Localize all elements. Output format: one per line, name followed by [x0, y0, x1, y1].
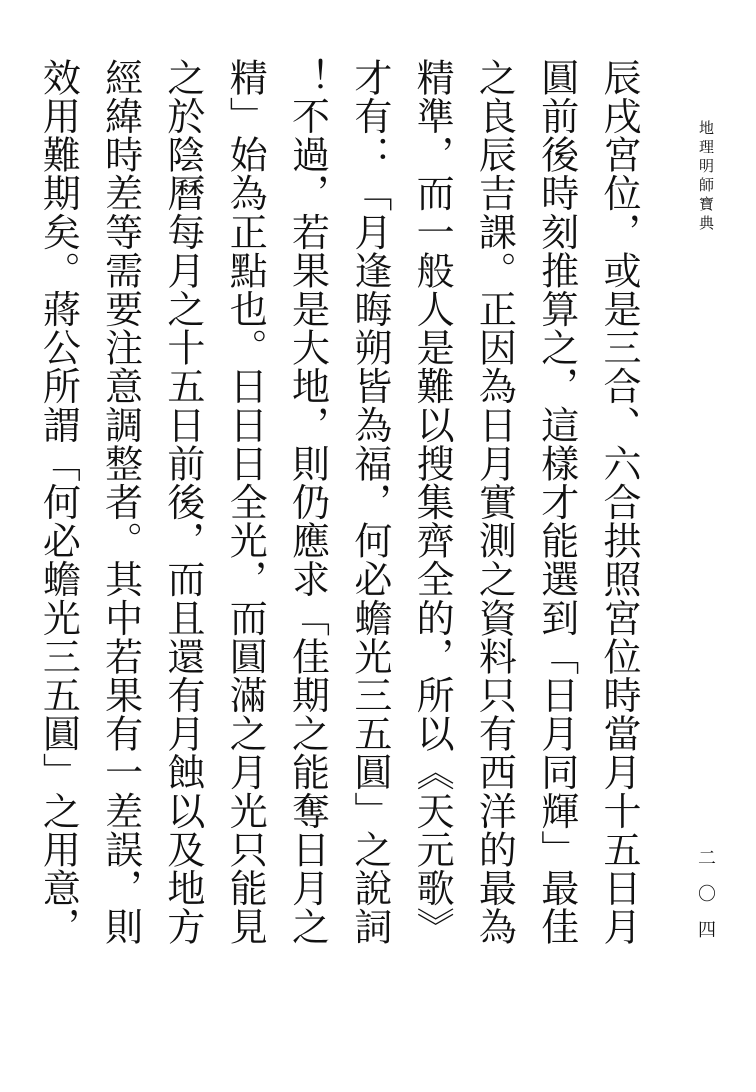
text-column-3: 之良辰吉課。正因為日月實測之資料只有西洋的最為 [472, 58, 517, 946]
text-column-4: 精準，而一般人是難以搜集齊全的，所以《天元歌》 [410, 58, 455, 946]
text-column-5: 才有：「月逢晦朔皆為福，何必蟾光三五圓」之說詞 [347, 58, 392, 946]
text-column-8: 之於陰曆每月之十五日前後，而且還有月蝕以及地方 [160, 58, 205, 946]
page-number: 二〇四 [695, 848, 716, 956]
running-head-title: 地理明師寶典 [697, 120, 715, 234]
text-column-2: 圓前後時刻推算之，這樣才能選到「日月同輝」最佳 [534, 58, 579, 946]
body-text [27, 58, 650, 1018]
text-column-7: 精」始為正點也。日日日全光，而圓滿之月光只能見 [223, 58, 268, 946]
text-column-6: ！不過，若果是大地，則仍應求「佳期之能奪日月之 [285, 58, 330, 946]
text-column-9: 經緯時差等需要注意調整者。其中若果有一差誤，則 [98, 58, 143, 946]
text-column-1: 辰戌宮位，或是三合、六合拱照宮位時當月十五日月 [597, 58, 641, 946]
text-column-10: 效用難期矣。蔣公所謂「何必蟾光三五圓」之用意， [36, 58, 81, 946]
